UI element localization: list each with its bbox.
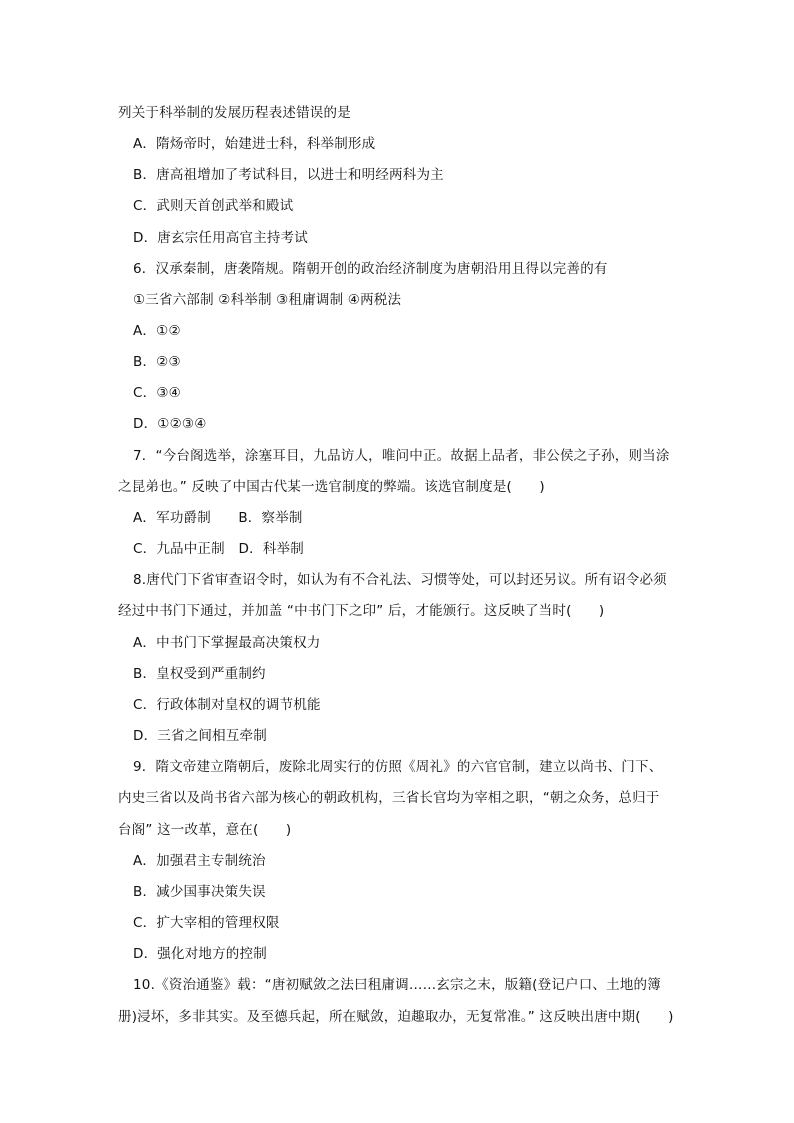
q5-option-c: C．武则天首创武举和殿试 bbox=[133, 198, 294, 214]
question-7-stem-line1: 7．“今台阁选举，涂塞耳目，九品访人，唯问中正。故据上品者，非公侯之子孙，则当涂 bbox=[133, 448, 670, 464]
question-9-stem-line3: 台阁” 这一改革，意在( ) bbox=[118, 822, 292, 838]
q8-option-c: C．行政体制对皇权的调节机能 bbox=[133, 697, 321, 713]
q7-options-cd: C．九品中正制 D．科举制 bbox=[133, 541, 304, 557]
q6-option-a: A．①② bbox=[133, 323, 181, 339]
question-7-stem-line2: 之昆弟也。” 反映了中国古代某一选官制度的弊端。该选官制度是( ) bbox=[118, 479, 545, 495]
q5-option-d: D．唐玄宗任用高官主持考试 bbox=[133, 230, 308, 246]
q9-option-d: D．强化对地方的控制 bbox=[133, 946, 267, 962]
q6-option-b: B．②③ bbox=[133, 354, 181, 370]
question-9-stem-line2: 内史三省以及尚书省六部为核心的朝政机构，三省长官均为宰相之职，“朝之众务，总归于 bbox=[118, 790, 660, 806]
q5-option-b: B．唐高祖增加了考试科目，以进士和明经两科为主 bbox=[133, 167, 444, 183]
q9-option-b: B．减少国事决策失误 bbox=[133, 884, 266, 900]
q5-option-a: A．隋炀帝时，始建进士科，科举制形成 bbox=[133, 136, 376, 152]
q6-choices: ①三省六部制 ②科举制 ③租庸调制 ④两税法 bbox=[133, 292, 402, 308]
question-9-stem-line1: 9．隋文帝建立隋朝后，废除北周实行的仿照《周礼》的六官官制，建立以尚书、门下、 bbox=[133, 759, 663, 775]
question-6-stem: 6．汉承秦制，唐袭隋规。隋朝开创的政治经济制度为唐朝沿用且得以完善的有 bbox=[133, 261, 608, 277]
q8-option-a: A．中书门下掌握最高决策权力 bbox=[133, 635, 321, 651]
q6-option-d: D．①②③④ bbox=[133, 416, 207, 432]
question-8-stem-line2: 经过中书门下通过，并加盖 “中书门下之印” 后，才能颁行。这反映了当时( ) bbox=[118, 603, 605, 619]
question-10-stem-line2: 册)浸坏，多非其实。及至德兵起，所在赋敛，迫趣取办，无复常准。” 这反映出唐中期( ) bbox=[118, 1009, 674, 1025]
q8-option-d: D．三省之间相互牵制 bbox=[133, 728, 267, 744]
question-10-stem-line1: 10.《资治通鉴》载：“唐初赋敛之法曰租庸调……玄宗之末，版籍(登记户口、土地的簿 bbox=[133, 977, 661, 993]
q9-option-a: A．加强君主专制统治 bbox=[133, 853, 266, 869]
q7-options-ab: A．军功爵制 B．察举制 bbox=[133, 510, 303, 526]
q8-option-b: B．皇权受到严重制约 bbox=[133, 666, 266, 682]
q6-option-c: C．③④ bbox=[133, 385, 181, 401]
q9-option-c: C．扩大宰相的管理权限 bbox=[133, 915, 280, 931]
question-8-stem-line1: 8.唐代门下省审查诏令时，如认为有不合礼法、习惯等处，可以封还另议。所有诏令必须 bbox=[133, 572, 667, 588]
question-5-stem-tail: 列关于科举制的发展历程表述错误的是 bbox=[118, 105, 351, 121]
